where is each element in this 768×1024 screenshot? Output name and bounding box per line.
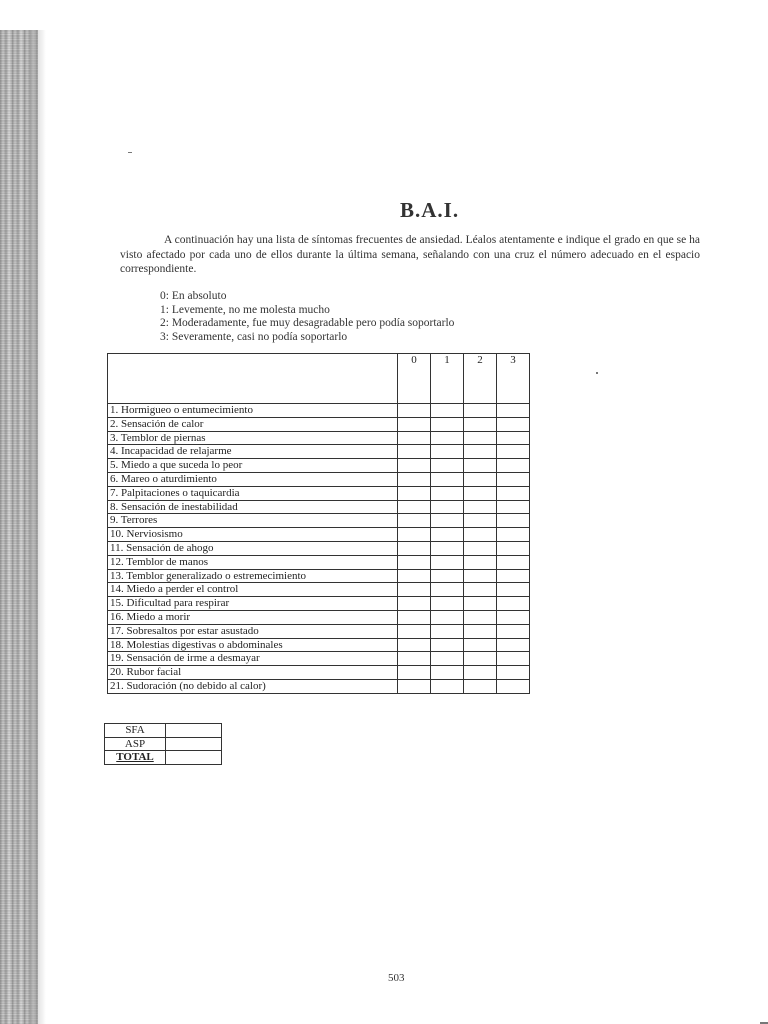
table-header-row xyxy=(108,354,530,404)
table-row xyxy=(108,652,530,666)
rating-cell-2[interactable] xyxy=(464,514,497,528)
table-row xyxy=(108,610,530,624)
symptom-label: 11. Sensación de ahogo xyxy=(108,541,398,555)
rating-cell-3[interactable] xyxy=(497,624,530,638)
rating-cell-3[interactable] xyxy=(497,514,530,528)
rating-cell-3[interactable] xyxy=(497,404,530,418)
symptom-label: 8. Sensación de inestabilidad xyxy=(108,500,398,514)
summary-label-asp: ASP xyxy=(105,737,166,751)
table-row xyxy=(108,472,530,486)
column-header-2: 2 xyxy=(464,354,497,404)
rating-cell-2[interactable] xyxy=(464,610,497,624)
rating-cell-2[interactable] xyxy=(464,569,497,583)
rating-cell-3[interactable] xyxy=(497,555,530,569)
column-header-1: 1 xyxy=(431,354,464,404)
rating-cell-2[interactable] xyxy=(464,404,497,418)
rating-cell-1[interactable] xyxy=(431,528,464,542)
summary-value-total[interactable] xyxy=(166,751,222,765)
scan-speck xyxy=(596,372,598,374)
score-summary-table xyxy=(104,723,222,765)
rating-cell-0[interactable] xyxy=(398,638,431,652)
rating-cell-0[interactable] xyxy=(398,583,431,597)
instructions-paragraph: A continuación hay una lista de síntomas frecuentes de ansiedad. Léalos atentamente e indique el grado en que se ha visto afectado por cada uno de ellos durante la última semana, señalando con una cruz el número adecuado en el espacio correspondiente. xyxy=(120,234,700,275)
rating-cell-2[interactable] xyxy=(464,541,497,555)
page-number: 503 xyxy=(388,972,405,984)
rating-cell-1[interactable] xyxy=(431,597,464,611)
rating-cell-1[interactable] xyxy=(431,555,464,569)
rating-cell-3[interactable] xyxy=(497,528,530,542)
document-title: B.A.I. xyxy=(400,198,460,222)
rating-cell-1[interactable] xyxy=(431,500,464,514)
rating-cell-3[interactable] xyxy=(497,652,530,666)
rating-cell-1[interactable] xyxy=(431,624,464,638)
rating-cell-3[interactable] xyxy=(497,666,530,680)
table-row xyxy=(108,404,530,418)
symptom-label: 7. Palpitaciones o taquicardia xyxy=(108,486,398,500)
rating-cell-2[interactable] xyxy=(464,445,497,459)
symptom-label: 12. Temblor de manos xyxy=(108,555,398,569)
rating-cell-0[interactable] xyxy=(398,445,431,459)
rating-cell-1[interactable] xyxy=(431,445,464,459)
scale-item: 2: Moderadamente, fue muy desagradable pero podía soportarlo xyxy=(160,317,455,329)
rating-cell-3[interactable] xyxy=(497,445,530,459)
rating-cell-2[interactable] xyxy=(464,679,497,693)
table-row xyxy=(108,583,530,597)
rating-cell-1[interactable] xyxy=(431,652,464,666)
rating-cell-2[interactable] xyxy=(464,528,497,542)
scale-item: 3: Severamente, casi no podía soportarlo xyxy=(160,330,348,343)
rating-cell-1[interactable] xyxy=(431,514,464,528)
rating-cell-0[interactable] xyxy=(398,597,431,611)
rating-cell-3[interactable] xyxy=(497,583,530,597)
summary-row xyxy=(105,737,222,751)
rating-cell-0[interactable] xyxy=(398,514,431,528)
rating-cell-1[interactable] xyxy=(431,404,464,418)
rating-cell-1[interactable] xyxy=(431,459,464,473)
scale-item: 0: En absoluto xyxy=(160,290,227,302)
symptom-label: 14. Miedo a perder el control xyxy=(108,583,398,597)
table-row xyxy=(108,528,530,542)
header-blank-cell xyxy=(108,354,398,404)
scan-binding-shadow xyxy=(30,30,46,1024)
rating-cell-3[interactable] xyxy=(497,500,530,514)
symptom-label: 4. Incapacidad de relajarme xyxy=(108,445,398,459)
rating-cell-3[interactable] xyxy=(497,638,530,652)
scan-speck xyxy=(128,152,132,153)
rating-cell-0[interactable] xyxy=(398,500,431,514)
rating-cell-3[interactable] xyxy=(497,486,530,500)
symptom-label: 6. Mareo o aturdimiento xyxy=(108,472,398,486)
rating-cell-2[interactable] xyxy=(464,500,497,514)
rating-cell-1[interactable] xyxy=(431,472,464,486)
rating-cell-3[interactable] xyxy=(497,679,530,693)
table-row xyxy=(108,417,530,431)
summary-label-total: TOTAL xyxy=(105,751,166,765)
rating-cell-2[interactable] xyxy=(464,597,497,611)
symptom-label: 5. Miedo a que suceda lo peor xyxy=(108,459,398,473)
rating-cell-1[interactable] xyxy=(431,666,464,680)
table-row xyxy=(108,569,530,583)
rating-scale xyxy=(160,290,454,344)
rating-cell-0[interactable] xyxy=(398,555,431,569)
rating-cell-0[interactable] xyxy=(398,679,431,693)
summary-row xyxy=(105,751,222,765)
table-row xyxy=(108,500,530,514)
rating-cell-0[interactable] xyxy=(398,666,431,680)
table-row xyxy=(108,445,530,459)
table-row xyxy=(108,555,530,569)
rating-cell-0[interactable] xyxy=(398,472,431,486)
summary-value-sfa[interactable] xyxy=(166,724,222,738)
rating-cell-1[interactable] xyxy=(431,569,464,583)
symptom-label: 1. Hormigueo o entumecimiento xyxy=(108,404,398,418)
summary-label-sfa: SFA xyxy=(105,724,166,738)
symptom-label: 9. Terrores xyxy=(108,514,398,528)
scale-item: 1: Levemente, no me molesta mucho xyxy=(160,303,330,316)
rating-cell-0[interactable] xyxy=(398,404,431,418)
symptom-label: 21. Sudoración (no debido al calor) xyxy=(108,679,398,693)
table-row xyxy=(108,459,530,473)
rating-cell-0[interactable] xyxy=(398,486,431,500)
rating-cell-1[interactable] xyxy=(431,583,464,597)
rating-cell-0[interactable] xyxy=(398,541,431,555)
rating-cell-1[interactable] xyxy=(431,431,464,445)
table-row xyxy=(108,679,530,693)
symptom-table xyxy=(107,353,530,694)
rating-cell-1[interactable] xyxy=(431,638,464,652)
rating-cell-2[interactable] xyxy=(464,555,497,569)
symptom-label: 17. Sobresaltos por estar asustado xyxy=(108,624,398,638)
rating-cell-2[interactable] xyxy=(464,583,497,597)
table-row xyxy=(108,431,530,445)
symptom-label: 19. Sensación de irme a desmayar xyxy=(108,652,398,666)
rating-cell-1[interactable] xyxy=(431,610,464,624)
rating-cell-0[interactable] xyxy=(398,610,431,624)
symptom-label: 16. Miedo a morir xyxy=(108,610,398,624)
summary-value-asp[interactable] xyxy=(166,737,222,751)
rating-cell-2[interactable] xyxy=(464,417,497,431)
rating-cell-3[interactable] xyxy=(497,459,530,473)
table-row xyxy=(108,597,530,611)
rating-cell-2[interactable] xyxy=(464,486,497,500)
table-row xyxy=(108,486,530,500)
rating-cell-2[interactable] xyxy=(464,652,497,666)
symptom-label: 10. Nerviosismo xyxy=(108,528,398,542)
rating-cell-1[interactable] xyxy=(431,417,464,431)
rating-cell-2[interactable] xyxy=(464,666,497,680)
symptom-label: 18. Molestias digestivas o abdominales xyxy=(108,638,398,652)
symptom-label: 2. Sensación de calor xyxy=(108,417,398,431)
rating-cell-2[interactable] xyxy=(464,431,497,445)
rating-cell-2[interactable] xyxy=(464,638,497,652)
rating-cell-0[interactable] xyxy=(398,431,431,445)
rating-cell-3[interactable] xyxy=(497,597,530,611)
table-row xyxy=(108,624,530,638)
rating-cell-0[interactable] xyxy=(398,652,431,666)
rating-cell-3[interactable] xyxy=(497,541,530,555)
table-row xyxy=(108,638,530,652)
rating-cell-1[interactable] xyxy=(431,679,464,693)
rating-cell-2[interactable] xyxy=(464,472,497,486)
symptom-label: 15. Dificultad para respirar xyxy=(108,597,398,611)
rating-cell-2[interactable] xyxy=(464,624,497,638)
rating-cell-3[interactable] xyxy=(497,417,530,431)
symptom-label: 20. Rubor facial xyxy=(108,666,398,680)
symptom-label: 13. Temblor generalizado o estremecimiento xyxy=(108,569,398,583)
rating-cell-0[interactable] xyxy=(398,624,431,638)
column-header-3: 3 xyxy=(497,354,530,404)
symptom-label: 3. Temblor de piernas xyxy=(108,431,398,445)
rating-cell-0[interactable] xyxy=(398,569,431,583)
rating-cell-3[interactable] xyxy=(497,472,530,486)
table-row xyxy=(108,666,530,680)
table-row xyxy=(108,514,530,528)
rating-cell-0[interactable] xyxy=(398,417,431,431)
rating-cell-3[interactable] xyxy=(497,610,530,624)
rating-cell-2[interactable] xyxy=(464,459,497,473)
rating-cell-1[interactable] xyxy=(431,486,464,500)
rating-cell-3[interactable] xyxy=(497,431,530,445)
column-header-0: 0 xyxy=(398,354,431,404)
rating-cell-0[interactable] xyxy=(398,528,431,542)
rating-cell-1[interactable] xyxy=(431,541,464,555)
summary-row xyxy=(105,724,222,738)
table-row xyxy=(108,541,530,555)
rating-cell-0[interactable] xyxy=(398,459,431,473)
rating-cell-3[interactable] xyxy=(497,569,530,583)
